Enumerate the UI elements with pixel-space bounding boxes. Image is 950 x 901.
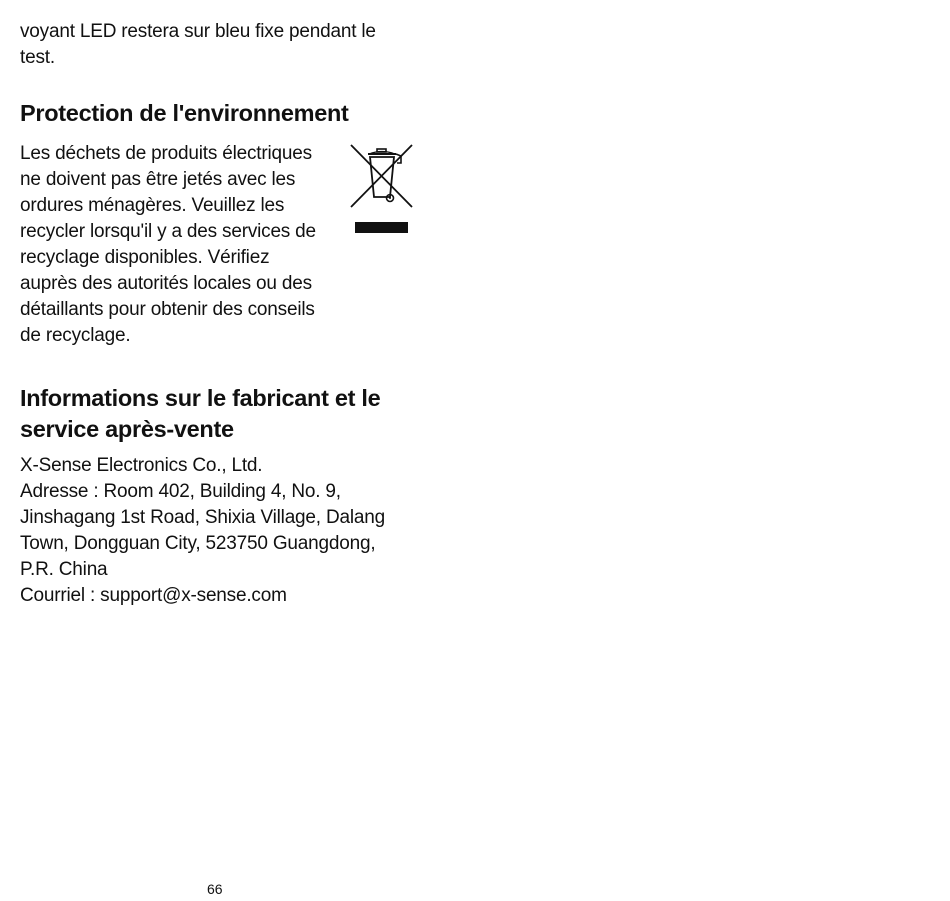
manufacturer-address-line: Town, Dongguan City, 523750 Guangdong, [20,533,376,554]
environment-text-line: recyclage disponibles. Vérifiez [20,247,270,268]
environment-text-line: recycler lorsqu'il y a des services de [20,221,316,242]
manufacturer-email: Courriel : support@x-sense.com [20,585,287,606]
section-heading-manufacturer: Informations sur le fabricant et le [20,385,381,411]
intro-text-line: test. [20,47,55,68]
section-heading-environment: Protection de l'environnement [20,100,349,126]
manufacturer-company-name: X-Sense Electronics Co., Ltd. [20,455,263,476]
crossed-out-wheelie-bin-icon [348,143,416,235]
environment-text-line: ne doivent pas être jetés avec les [20,169,296,190]
intro-text-line: voyant LED restera sur bleu fixe pendant le [20,21,376,42]
environment-text-line: ordures ménagères. Veuillez les [20,195,285,216]
manufacturer-address-line: P.R. China [20,559,108,580]
manufacturer-address-line: Adresse : Room 402, Building 4, No. 9, [20,481,341,502]
page-number: 66 [207,881,223,897]
manufacturer-address-line: Jinshagang 1st Road, Shixia Village, Dalang [20,507,385,528]
environment-text-line: de recyclage. [20,325,131,346]
section-heading-manufacturer: service après-vente [20,416,234,442]
environment-text-line: Les déchets de produits électriques [20,143,312,164]
environment-text-line: auprès des autorités locales ou des [20,273,312,294]
environment-text-line: détaillants pour obtenir des conseils [20,299,315,320]
